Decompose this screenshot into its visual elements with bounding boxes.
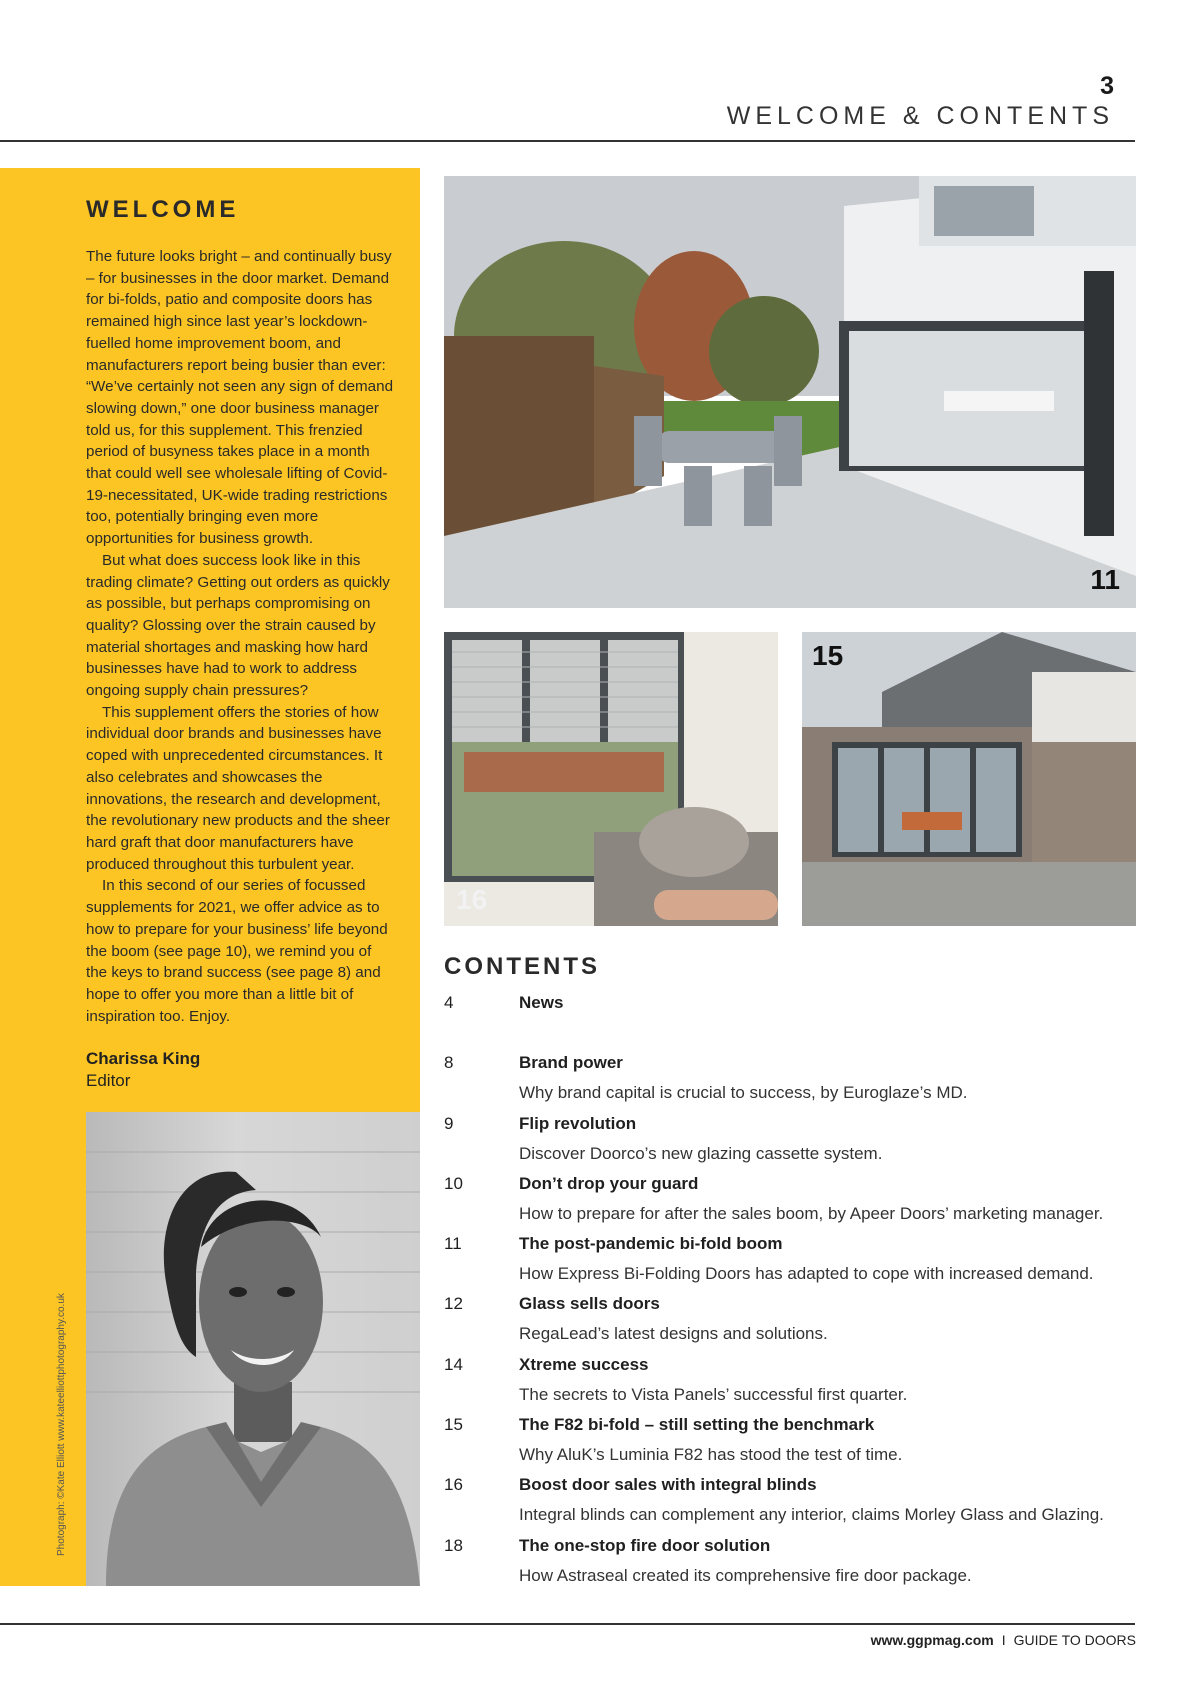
footer-publication: GUIDE TO DOORS (1013, 1632, 1136, 1648)
photo-credit: Photograph: ©Kate Elliott www.kateelliottphotography.co.uk (56, 1293, 67, 1556)
entry-page-number: 10 (444, 1173, 463, 1193)
contents-entry[interactable] (444, 1111, 1144, 1171)
section-title: WELCOME & CONTENTS (726, 102, 1114, 130)
contents-entry[interactable] (444, 1291, 1144, 1351)
contents-entry[interactable] (444, 1352, 1144, 1412)
entry-page-number: 18 (444, 1535, 463, 1555)
photo-page-label: 11 (1090, 564, 1120, 595)
entry-title: The F82 bi-fold – still setting the benchmark (519, 1415, 875, 1435)
entry-description: How Express Bi-Folding Doors has adapted to cope with increased demand. (519, 1264, 1094, 1284)
entry-title: Xtreme success (519, 1354, 649, 1374)
entry-description: Why AluK’s Luminia F82 has stood the test of time. (519, 1445, 903, 1465)
contents-entry[interactable] (444, 1533, 1144, 1593)
contents-heading: CONTENTS (444, 953, 600, 980)
editor-role: Editor (86, 1071, 131, 1090)
photo-page-label: 15 (812, 640, 844, 671)
welcome-paragraph: In this second of our series of focussed supplements for 2021, we offer advice as to how to prepare for your business’ life beyond the boom (see page 10), we remind you of the keys to brand success (see page 8) and hope to offer you more than a little bit of inspiration too. Enjoy. (86, 877, 388, 1025)
contents-entry[interactable] (444, 1231, 1144, 1291)
entry-title: Glass sells doors (519, 1294, 660, 1314)
welcome-body (86, 246, 396, 1027)
entry-title: The one-stop fire door solution (519, 1535, 771, 1555)
welcome-paragraph: This supplement offers the stories of how individual door brands and businesses have coped with unprecedented circumstances. It also celebrates and showcases the innovations, the research and development, the revolutionary new products and the sheer hard graft that door manufacturers have produced throughout this turbulent year. (86, 703, 390, 873)
contents-entry[interactable] (444, 1472, 1144, 1532)
feature-photo-bifold-extension (444, 176, 1136, 608)
entry-page-number: 9 (444, 1113, 454, 1133)
entry-page-number: 12 (444, 1294, 463, 1314)
footer-website-link[interactable]: www.ggpmag.com (870, 1632, 994, 1648)
welcome-paragraph: The future looks bright – and continually busy – for businesses in the door market. Demand for bi-folds, patio and composite doors has remained high since last year’s lockdown-fuelled home improvement boom, and manufacturers report being busier than ever: “We’ve certainly not seen any sign of demand slowing down,” one door business manager told us, for this supplement. This frenzied period of busyness takes place in a month that could well see wholesale lifting of Covid-19-necessitated, UK-wide trading restrictions too, potentially bringing even more opportunities for business growth. (86, 248, 394, 548)
footer (871, 1632, 1136, 1648)
integral-blinds-illustration (444, 632, 778, 926)
contents-entry[interactable] (444, 1050, 1144, 1110)
footer-divider (0, 1623, 1135, 1625)
entry-page-number: 16 (444, 1475, 463, 1495)
entry-title: Don’t drop your guard (519, 1173, 699, 1193)
photo-page-label: 16 (456, 884, 488, 915)
entry-description: The secrets to Vista Panels’ successful first quarter. (519, 1384, 908, 1404)
entry-description: Integral blinds can complement any interior, claims Morley Glass and Glazing. (519, 1505, 1104, 1525)
editor-name: Charissa King (86, 1049, 201, 1068)
footer-separator: I (1001, 1632, 1006, 1648)
feature-photo-integral-blinds (444, 632, 778, 926)
welcome-paragraph: But what does success look like in this trading climate? Getting out orders as quickly as possible, but perhaps compromising on quality? Glossing over the strain caused by material shortages and masking how hard businesses have had to work to address ongoing supply chain pressures? (86, 551, 390, 700)
entry-description: How to prepare for after the sales boom, by Apeer Doors’ marketing manager. (519, 1203, 1104, 1223)
contents-list (444, 990, 1144, 1593)
entry-title: The post-pandemic bi-fold boom (519, 1234, 783, 1254)
welcome-heading: WELCOME (86, 196, 240, 223)
bifold-extension-illustration (444, 176, 1136, 608)
contents-entry[interactable] (444, 1171, 1144, 1231)
entry-page-number: 8 (444, 1053, 454, 1073)
entry-page-number: 14 (444, 1354, 463, 1374)
entry-description: RegaLead’s latest designs and solutions. (519, 1324, 828, 1344)
contents-entry[interactable] (444, 990, 1144, 1050)
page-number: 3 (1100, 72, 1114, 100)
header-divider (0, 140, 1135, 142)
entry-page-number: 4 (444, 993, 454, 1012)
entry-title: Flip revolution (519, 1113, 637, 1133)
entry-page-number: 15 (444, 1415, 463, 1435)
editor-portrait-illustration (86, 1112, 420, 1586)
brick-extension-illustration (802, 632, 1136, 926)
feature-photo-brick-extension (802, 632, 1136, 926)
entry-title: News (519, 993, 564, 1012)
editor-portrait (86, 1112, 420, 1586)
entry-title: Brand power (519, 1053, 623, 1073)
entry-description: Discover Doorco’s new glazing cassette system. (519, 1143, 883, 1163)
entry-page-number: 11 (444, 1234, 462, 1254)
entry-description: Why brand capital is crucial to success, by Euroglaze’s MD. (519, 1083, 968, 1103)
entry-title: Boost door sales with integral blinds (519, 1475, 817, 1495)
entry-description: How Astraseal created its comprehensive fire door package. (519, 1565, 972, 1585)
contents-entry[interactable] (444, 1412, 1144, 1472)
